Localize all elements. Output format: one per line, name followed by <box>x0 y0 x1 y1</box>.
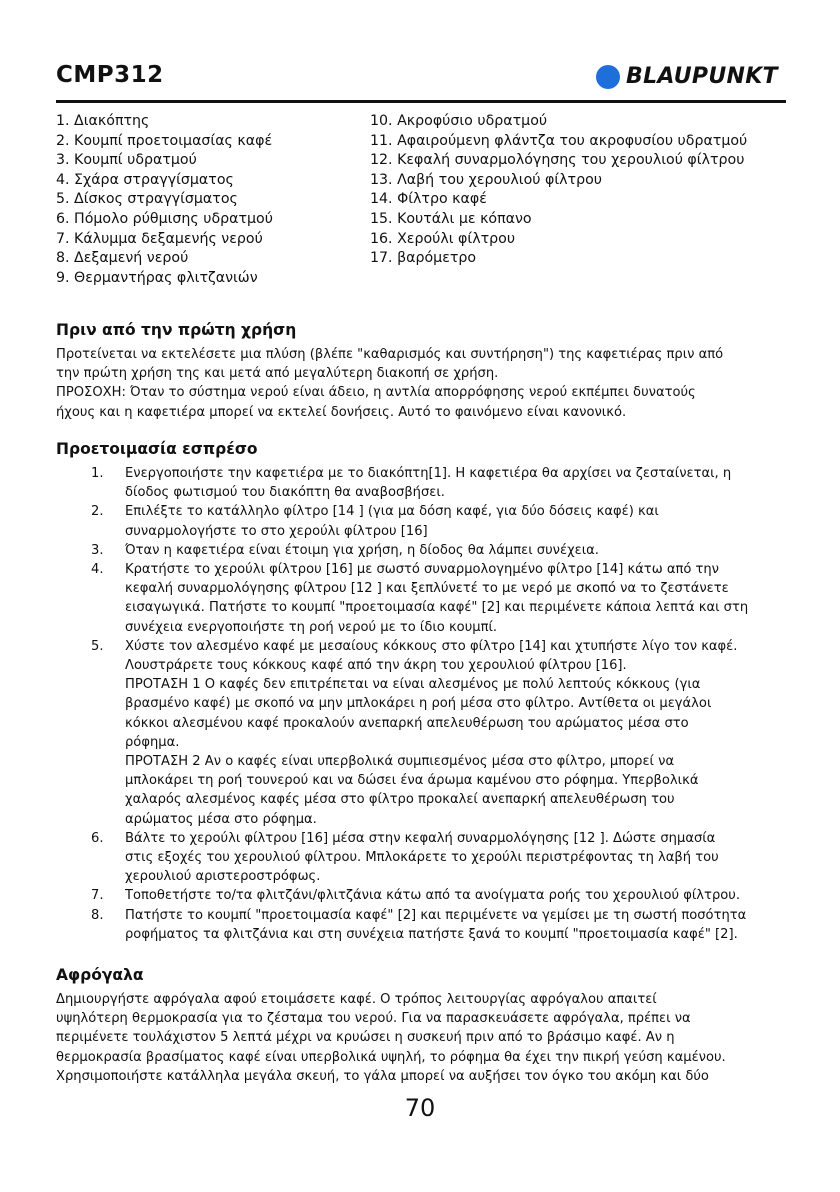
text-line: κόκκοι αλεσμένου καφέ προκαλούν ανεπαρκή απελευθέρωση του αρώματος μέσα στο <box>125 715 689 731</box>
text-line: Χύστε τον αλεσμένο καφέ με μεσαίους κόκκους στο φίλτρο [14] και χτυπήστε λίγο τον καφέ. <box>125 638 738 654</box>
part-item: 3. Κουμπί υδρατμού <box>56 152 197 169</box>
text-line: χερουλιού αριστεροστρόφως. <box>125 869 321 885</box>
list-item <box>56 886 796 905</box>
text-line: Λουστράρετε τους κόκκους καφέ από την άκρη του χερουλιού φίλτρου [16]. <box>125 658 627 674</box>
step-number: 1. <box>91 466 104 481</box>
text-line: βρασμένο καφέ) με σκοπό να μην μπλοκάρει η ροή μέσα στο φίλτρο. Αντίθετα οι μεγάλοι <box>125 696 712 712</box>
part-item: 11. Αφαιρούμενη φλάντζα του ακροφυσίου υδρατμού <box>370 132 748 149</box>
text-line: ήχους και η καφετιέρα μπορεί να εκτελεί δονήσεις. Αυτό το φαινόμενο είναι κανονικό. <box>56 404 627 420</box>
text-line: ΠΡΟΤΑΣΗ 1 Ο καφές δεν επιτρέπεται να είναι αλεσμένος με πολύ λεπτούς κόκκους (για <box>125 677 701 693</box>
page-number: 70 <box>404 1094 436 1122</box>
part-item: 2. Κουμπί προετοιμασίας καφέ <box>56 132 273 149</box>
text-line: υψηλότερη θερμοκρασία για το ζέσταμα του νερού. Για να παρασκευάσετε αφρόγαλα, πρέπει να <box>56 1011 691 1027</box>
part-item: 1. Διακόπτης <box>56 113 150 129</box>
step-number: 7. <box>91 888 104 904</box>
step-number: 2. <box>91 504 104 520</box>
brand-dot-icon <box>596 65 620 89</box>
part-item: 10. Ακροφύσιο υδρατμού <box>370 113 548 129</box>
part-item: 6. Πόμολο ρύθμισης υδρατμού <box>56 210 273 227</box>
part-item: 8. Δεξαμενή νερού <box>56 250 189 267</box>
text-line: εισαγωγικά. Πατήστε το κουμπί "προετοιμασία καφέ" [2] και περιμένετε κάποια λεπτά και στη <box>125 600 749 616</box>
part-item: 5. Δίσκος στραγγίσματος <box>56 191 238 208</box>
text-line: Δημιουργήστε αφρόγαλα αφού ετοιμάσετε καφέ. Ο τρόπος λειτουργίας αφρόγαλου απαιτεί <box>56 992 657 1007</box>
part-item: 9. Θερμαντήρας φλιτζανιών <box>56 269 258 286</box>
text-line: την πρώτη χρήση της και μετά από μεγαλύτερη διακοπή σε χρήση. <box>56 366 499 382</box>
part-item: 14. Φίλτρο καφέ <box>370 191 487 208</box>
step-number: 4. <box>91 562 104 578</box>
section-text-milk-froth <box>56 990 796 1086</box>
text-line: περιμένετε τουλάχιστον 5 λεπτά μέχρι να κρυώσει η συσκευή πριν από το βράσιμο καφέ. Αν η <box>56 1030 675 1046</box>
text-line: συνέχεια ενεργοποιήστε τη ροή νερού με το ίδιο κουμπί. <box>125 619 498 635</box>
text-line: Χρησιμοποιήστε κατάλληλα μεγάλα σκευή, το γάλα μπορεί να αυξήσει τον όγκο του ακόμη και δύο <box>56 1068 709 1084</box>
text-line: κεφαλή συναρμολόγησης φίλτρου [12 ] και ξεπλύνετέ το με νερό με σκοπό να το ζεστάνετε <box>125 581 729 597</box>
text-line: ΠΡΟΣΟΧΗ: Όταν το σύστημα νερού είναι άδειο, η αντλία απορρόφησης νερού εκπέμπει δυνατούς <box>56 385 696 401</box>
text-line: Τοποθετήστε το/τα φλιτζάνι/φλιτζάνια κάτω από τα ανοίγματα ροής του χερουλιού φίλτρου. <box>125 888 741 904</box>
list-item <box>56 560 796 637</box>
part-item: 4. Σχάρα στραγγίσματος <box>56 171 234 188</box>
list-item <box>56 464 796 502</box>
list-item <box>56 637 796 829</box>
section-text-first-use <box>56 345 796 422</box>
step-number: 8. <box>91 907 104 923</box>
part-item: 15. Κουτάλι με κόπανο <box>370 210 532 227</box>
text-line: μπλοκάρει τη ροή τουνερού και να δώσει ένα άρωμα καμένου στο ρόφημα. Υπερβολικά <box>125 773 699 789</box>
text-line: Κρατήστε το χερούλι φίλτρου [16] με σωστό συναρμολογημένο φίλτρο [14] κάτω από την <box>125 562 720 578</box>
text-line: χαλαρός αλεσμένος καφές μέσα στο φίλτρο προκαλεί ανεπαρκή απελευθέρωση του <box>125 792 675 808</box>
text-line: ΠΡΟΤΑΣΗ 2 Αν ο καφές είναι υπερβολικά συμπιεσμένος μέσα στο φίλτρο, μπορεί να <box>125 754 675 770</box>
text-line: Όταν η καφετιέρα είναι έτοιμη για χρήση, η δίοδος θα λάμπει συνέχεια. <box>125 542 599 558</box>
list-item <box>56 502 796 540</box>
model-name: CMP312 <box>56 62 164 88</box>
step-number: 6. <box>91 830 104 846</box>
section-heading-first-use: Πριν από την πρώτη χρήση <box>56 321 297 339</box>
text-line: Επιλέξτε το κατάλληλο φίλτρο [14 ] (για μα δόση καφέ, για δύο δόσεις καφέ) και <box>125 504 659 520</box>
text-line: Προτείνεται να εκτελέσετε μια πλύση (βλέπε "καθαρισμός και συντήρηση") της καφετιέρας πριν από <box>56 347 724 362</box>
text-line: ροφήματος τα φλιτζάνια και στη συνέχεια πατήστε ξανά το κουμπί "προετοιμασία καφέ" [2]. <box>125 926 738 942</box>
brand-name: BLAUPUNKT <box>626 64 778 89</box>
parts-list-right <box>370 112 747 269</box>
step-number: 3. <box>91 542 104 558</box>
list-item <box>56 541 796 560</box>
espresso-steps-list <box>56 464 796 944</box>
brand-logo <box>596 64 778 89</box>
text-line: Βάλτε το χερούλι φίλτρου [16] μέσα στην κεφαλή συναρμολόγησης [12 ]. Δώστε σημασία <box>125 830 716 846</box>
part-item: 7. Κάλυμμα δεξαμενής νερού <box>56 230 263 247</box>
part-item: 17. βαρόμετρο <box>370 250 477 267</box>
part-item: 13. Λαβή του χερουλιού φίλτρου <box>370 171 602 188</box>
list-item <box>56 906 796 944</box>
section-heading-milk-froth: Αφρόγαλα <box>56 966 144 984</box>
header-divider <box>56 100 786 103</box>
part-item: 12. Κεφαλή συναρμολόγησης του χερουλιού φίλτρου <box>370 152 745 169</box>
text-line: δίοδος φωτισμού του διακόπτη θα αναβοσβήσει. <box>125 485 445 501</box>
text-line: στις εξοχές του χερουλιού φίλτρου. Μπλοκάρετε το χερούλι περιστρέφοντας τη λαβή του <box>125 850 719 866</box>
text-line: θερμοκρασία βρασίματος καφέ είναι υπερβολικά υψηλή, το ρόφημα θα έχει την πικρή γεύση καμένου. <box>56 1049 726 1065</box>
part-item: 16. Χερούλι φίλτρου <box>370 230 516 247</box>
text-line: ρόφημα. <box>125 734 180 750</box>
text-line: αρώματος μέσα στο ρόφημα. <box>125 811 317 827</box>
section-heading-espresso: Προετοιμασία εσπρέσο <box>56 440 258 458</box>
parts-list-left <box>56 112 273 288</box>
step-number: 5. <box>91 638 104 654</box>
text-line: Ενεργοποιήστε την καφετιέρα με το διακόπτη[1]. Η καφετιέρα θα αρχίσει να ζεσταίνεται, η <box>125 466 732 481</box>
text-line: Πατήστε το κουμπί "προετοιμασία καφέ" [2] και περιμένετε να γεμίσει με τη σωστή ποσότητα <box>125 907 747 923</box>
text-line: συναρμολογήστε το στο χερούλι φίλτρου [16] <box>125 523 428 539</box>
list-item <box>56 829 796 887</box>
